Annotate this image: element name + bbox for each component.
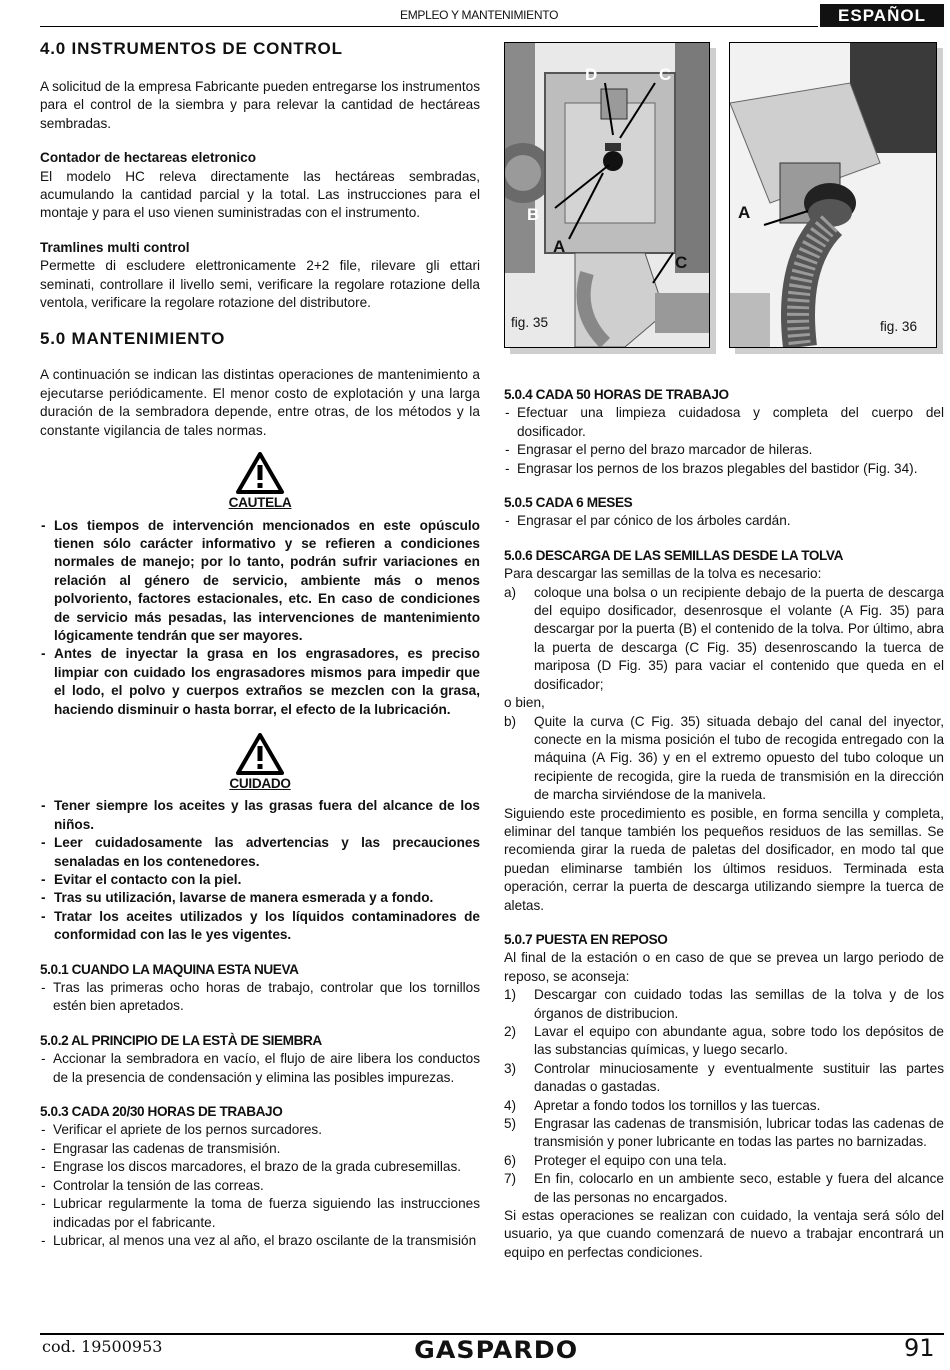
list-item: 2) Lavar el equipo con abundante agua, sobre todo los depósitos de las substancias químicas, y luego secarlo.: [504, 1024, 944, 1058]
caution-list: [40, 517, 480, 719]
right-column: [504, 386, 944, 1262]
section-506-or: o bien,: [504, 695, 545, 711]
list-item: - Engrasar el perno del brazo marcador de hileras.: [504, 441, 944, 459]
care-list: [40, 797, 480, 944]
section-502-title: 5.0.2 AL PRINCIPIO DE LA ESTÀ DE SIEMBRA: [40, 1032, 322, 1048]
section-502-list: [40, 1050, 480, 1087]
left-column: [40, 38, 480, 1250]
list-item: - Engrasar el par cónico de los árboles cardán.: [504, 512, 944, 530]
section-507-list: [504, 986, 944, 1207]
list-item: - Evitar el contacto con la piel.: [40, 871, 480, 889]
section-506-list-a: [504, 584, 944, 694]
fig-36-label-a: A: [738, 203, 751, 222]
list-item: - Engrasar los pernos de los brazos plegables del bastidor (Fig. 34).: [504, 460, 944, 478]
counter-title: Contador de hectareas eletronico: [40, 150, 257, 166]
section-505-list: [504, 512, 944, 530]
care-label: CUIDADO: [229, 775, 291, 791]
section-501-list: [40, 979, 480, 1016]
list-item: - Engrasar las cadenas de transmisión.: [40, 1140, 480, 1158]
tramlines-title: Tramlines multi control: [40, 239, 190, 255]
list-item: 5) Engrasar las cadenas de transmisión, lubricar todas las cadenas de transmisión y poner lubricante en todas las partes no barnizadas.: [504, 1116, 944, 1150]
care-warning: [40, 733, 480, 793]
section-504-list: [504, 404, 944, 478]
list-item: - Tratar los aceites utilizados y los líquidos contaminadores de conformidad con las le yes vigentes.: [40, 908, 480, 945]
list-item: - Efectuar una limpieza cuidadosa y completa del cuerpo del dosificador.: [504, 404, 944, 441]
list-item: - Lubricar, al menos una vez al año, el brazo oscilante de la transmisión: [40, 1232, 480, 1250]
list-item: 1) Descargar con cuidado todas las semillas de la tolva y de los órganos de distribucion.: [504, 987, 944, 1021]
language-badge: ESPAÑOL: [820, 4, 944, 27]
list-item: a) coloque una bolsa o un recipiente debajo de la puerta de descarga del equipo dosificador, desenrosque el volante (A Fig. 35) para descargar por la puerta (B) el contenido de la tolva. Por último, abra la puerta de descarga (C Fig. 35) desenroscando la tuerca de mariposa (D Fig. 35) para vaciar el contenido que queda en el dosificador;: [504, 584, 944, 692]
seed-metering-photo: [505, 43, 709, 347]
section-506-list-b: [504, 713, 944, 805]
footer-rule: [40, 1333, 944, 1335]
list-item: - Tener siempre los aceites y las grasas fuera del alcance de los niños.: [40, 797, 480, 834]
caution-label: CAUTELA: [228, 495, 292, 511]
figure-35: [504, 42, 710, 348]
list-item: - Lubricar regularmente la toma de fuerza siguiendo las instrucciones indicadas por el fabricante.: [40, 1195, 480, 1232]
warning-triangle-icon: [236, 733, 284, 775]
list-item: - Tras su utilización, lavarse de manera esmerada y a fondo.: [40, 889, 480, 907]
page-number: 91: [904, 1334, 935, 1362]
list-item: - Los tiempos de intervención mencionados en este opúsculo tienen sólo carácter informativo y se refieren a condiciones normales de manejo; por lo tanto, podrán sufrir variaciones en relación al género de servicio, ambiente más o menos polvoriento, factores estacionales, etc. En caso de condiciones de servicio más pesadas, las intervenciones de mantenimiento lógicamente tendrán que ser mayores.: [40, 517, 480, 646]
section-4-intro: A solicitud de la empresa Fabricante pueden entregarse los instrumentos para el control de la siembra y para relevar la cantidad de hectáreas sembradas.: [40, 79, 480, 131]
list-item: 4) Apretar a fondo todos los tornillos y las tuercas.: [504, 1097, 821, 1113]
section-5-title: 5.0 MANTENIMIENTO: [40, 329, 226, 349]
section-505-title: 5.0.5 CADA 6 MESES: [504, 495, 633, 511]
caution-warning: [40, 452, 480, 512]
list-item: 7) En fin, colocarlo en un ambiente seco, estable y fuera del alcance de las personas no encargados.: [504, 1171, 944, 1205]
list-item: - Verificar el apriete de los pernos surcadores.: [40, 1121, 480, 1139]
counter-text: El modelo HC releva directamente las hectáreas sembradas, acumulando la cantidad parcial y la total. Las instrucciones para el montaje y para el uso vienen suministradas con el instrumento.: [40, 168, 480, 221]
section-507-title: 5.0.7 PUESTA EN REPOSO: [504, 931, 668, 947]
figure-36: [729, 42, 937, 348]
running-header: EMPLEO Y MANTENIMIENTO: [400, 8, 559, 22]
list-item: 3) Controlar minuciosamente y eventualmente sustituir las partes danadas o gastadas.: [504, 1060, 944, 1095]
section-503-title: 5.0.3 CADA 20/30 HORAS DE TRABAJO: [40, 1104, 283, 1120]
section-504-title: 5.0.4 CADA 50 HORAS DE TRABAJO: [504, 387, 729, 402]
fig-35-label-d: D: [585, 65, 598, 84]
fig-35-label-c2: C: [675, 253, 688, 272]
header-rule: [40, 26, 818, 27]
fig-35-label-b: B: [527, 205, 540, 224]
list-item: - Antes de inyectar la grasa en los engrasadores, es preciso limpiar con cuidado los engrasadores mismos para impedir que el lodo, el polvo y cuerpos extraños se mezclen con la grasa, haciendo disminuir o hasta borrar, el efecto de la lubricación.: [40, 645, 480, 719]
section-501-title: 5.0.1 CUANDO LA MAQUINA ESTA NUEVA: [40, 961, 299, 977]
section-507-intro: Al final de la estación o en caso de que se prevea un largo periodo de reposo, se aconseja:: [504, 950, 944, 984]
section-507-outro: Si estas operaciones se realizan con cuidado, la ventaja será sólo del usuario, ya que cuando comenzará de nuevo a trabajar encontrará un equipo en perfectas condiciones.: [504, 1208, 944, 1260]
list-item: b) Quite la curva (C Fig. 35) situada debajo del canal del inyector, conecte en la misma posición el tubo de recogida entregado con la máquina (A Fig. 36) y en el extremo opuesto del tubo coloque un recipiente de recogida, gire la rueda de transmisión en la dirección de marcha sirviéndose de la manivela.: [504, 713, 944, 803]
section-4-title: 4.0 INSTRUMENTOS DE CONTROL: [40, 39, 343, 58]
list-item: - Tras las primeras ocho horas de trabajo, controlar que los tornillos estén bien apretados.: [40, 979, 480, 1016]
tramlines-text: Permette di escludere elettronicamente 2+2 file, rilevare gli ettari seminati, controllare il livello semi, verificare la regolare rotazione della ventola, verificare la regolare rotazione del distributore.: [40, 258, 480, 311]
list-item: 6) Proteger el equipo con una tela.: [504, 1152, 727, 1168]
fig-35-caption: fig. 35: [511, 315, 549, 330]
document-code: cod. 19500953: [42, 1337, 163, 1356]
list-item: - Accionar la sembradora en vacío, el flujo de aire libera los conductos de la presencia de condensación y elimina las posibles impurezas.: [40, 1050, 480, 1087]
section-5-intro: A continuación se indican las distintas operaciones de mantenimiento a ejecutarse periódicamente. El menor costo de explotación y una larga duración de la sembradora depende, entre otras, de los métodos y la constante vigilancia de tales normas.: [40, 367, 480, 438]
section-503-list: [40, 1121, 480, 1250]
warning-triangle-icon: [236, 452, 284, 494]
fig-35-label-a: A: [553, 237, 566, 256]
list-item: - Controlar la tensión de las correas.: [40, 1177, 480, 1195]
section-506-outro: Siguiendo este procedimiento es posible, en forma sencilla y completa, eliminar del tanque también los pequeños residuos de las semillas. Se recomienda girar la rueda de paletas del dosificador, en modo tal que puedan eliminarse también los últimos residuos. Terminada esta operación, cerrar la puerta de descarga utilizando siempre la tuerca de aletas.: [504, 805, 944, 913]
section-506-title: 5.0.6 DESCARGA DE LAS SEMILLAS DESDE LA TOLVA: [504, 547, 844, 563]
list-item: - Engrase los discos marcadores, el brazo de la grada cubresemillas.: [40, 1158, 480, 1176]
list-item: - Leer cuidadosamente las advertencias y las precauciones senaladas en los contenedores.: [40, 834, 480, 871]
collection-tube-photo: [730, 43, 936, 347]
section-506-intro: Para descargar las semillas de la tolva es necesario:: [504, 566, 822, 582]
brand-logo: GASPARDO: [414, 1336, 579, 1364]
fig-35-label-c: C: [659, 65, 672, 84]
fig-36-caption: fig. 36: [880, 319, 918, 334]
